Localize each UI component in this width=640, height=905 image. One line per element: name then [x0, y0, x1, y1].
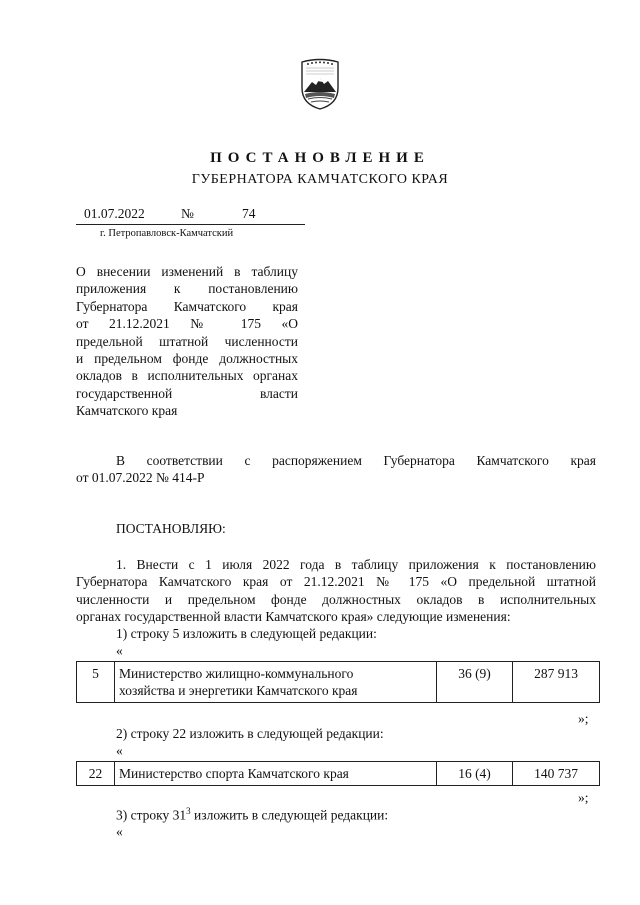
row-name — [115, 662, 437, 703]
subject-line: Губернатора Камчатского края — [76, 298, 298, 314]
row-name-line: хозяйства и энергетики Камчатского края — [119, 683, 358, 698]
item-1-line: численности и предельном фонде должностных окладов в исполнительных — [76, 591, 596, 607]
row-name: Министерство спорта Камчатского края — [115, 762, 437, 786]
open-quote: « — [116, 743, 123, 758]
subject-line: Камчатского края — [76, 403, 178, 419]
change-1-instruction: 1) строку 5 изложить в следующей редакции: — [116, 626, 377, 641]
subject-line: государственной власти — [76, 385, 298, 401]
table-row-5 — [76, 661, 600, 703]
row-staff: 16 (4) — [437, 762, 513, 786]
close-quote: »; — [578, 790, 589, 805]
document-subject — [76, 263, 298, 420]
open-quote: « — [116, 824, 123, 839]
document-number: 74 — [242, 206, 256, 221]
row-number: 22 — [77, 762, 115, 786]
document-title: ПОСТАНОВЛЕНИЕ — [210, 150, 430, 166]
subject-line: от 21.12.2021 № 175 «О — [76, 316, 298, 332]
subject-line: О внесении изменений в таблицу — [76, 264, 298, 279]
row-staff: 36 (9) — [437, 662, 513, 703]
table-row-22 — [76, 761, 600, 786]
row-fund: 287 913 — [513, 662, 600, 703]
subject-line: приложения к постановлению — [76, 281, 298, 297]
preamble — [76, 452, 596, 487]
superscript: 3 — [186, 806, 191, 816]
close-quote: »; — [578, 711, 589, 726]
subject-line: и предельном фонде должностных — [76, 351, 298, 367]
item-1-line: органах государственной власти Камчатского края» следующие изменения: — [76, 609, 511, 625]
decree-word: ПОСТАНОВЛЯЮ: — [116, 521, 226, 536]
preamble-line: В соответствии с распоряжением Губернатора Камчатского края — [116, 453, 596, 468]
row-number: 5 — [77, 662, 115, 703]
item-1-line: 1. Внести с 1 июля 2022 года в таблицу приложения к постановлению — [116, 557, 596, 572]
kamchatka-coat-of-arms-icon — [300, 58, 340, 110]
open-quote: « — [116, 643, 123, 658]
subject-line: предельной штатной численности — [76, 333, 298, 349]
preamble-line: от 01.07.2022 № 414-Р — [76, 470, 205, 486]
number-sign: № — [181, 206, 194, 221]
row-name-line: Министерство жилищно-коммунального — [119, 666, 354, 681]
item-1-line: Губернатора Камчатского края от 21.12.2021 № 175 «О предельной штатной — [76, 574, 596, 590]
instruction-text: 3) строку 31 — [116, 807, 187, 823]
table-row — [77, 662, 600, 703]
document-city: г. Петропавловск-Камчатский — [100, 228, 234, 239]
document-subtitle: ГУБЕРНАТОРА КАМЧАТСКОГО КРАЯ — [191, 172, 449, 187]
date-number-underline — [76, 224, 305, 225]
change-2-instruction: 2) строку 22 изложить в следующей редакции: — [116, 726, 384, 741]
change-3-instruction — [116, 806, 388, 824]
row-fund: 140 737 — [513, 762, 600, 786]
instruction-text: изложить в следующей редакции: — [190, 807, 389, 823]
subject-line: окладов в исполнительных органах — [76, 368, 298, 384]
table-row — [77, 762, 600, 786]
item-1 — [76, 556, 596, 626]
document-date: 01.07.2022 — [84, 206, 145, 221]
